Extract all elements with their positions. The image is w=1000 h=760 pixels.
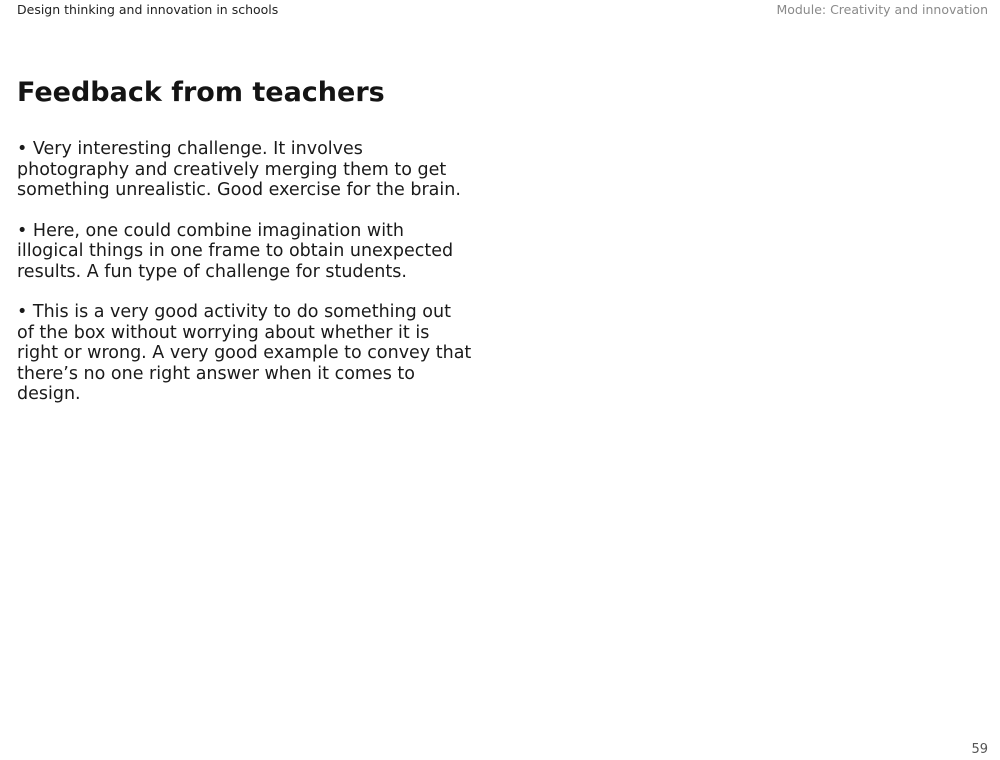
feedback-list [17,139,472,425]
course-title: Design thinking and innovation in schools [17,2,279,17]
feedback-text: This is a very good activity to do something out of the box without worrying about whether it is right or wrong. A very good example to convey that there’s no one right answer when it comes to design. [17,302,472,404]
page-title: Feedback from teachers [17,77,385,108]
bullet-icon: • [17,302,28,322]
feedback-item [17,221,472,283]
bullet-icon: • [17,139,28,159]
feedback-item [17,302,472,405]
feedback-text: Very interesting challenge. It involves photography and creatively merging them to get something unrealistic. Good exercise for the brain. [17,139,461,200]
feedback-text: Here, one could combine imagination with illogical things in one frame to obtain unexpected results. A fun type of challenge for students. [17,220,454,282]
feedback-item [17,139,472,201]
module-label: Module: Creativity and innovation [776,2,988,17]
bullet-icon: • [17,220,28,241]
page-number: 59 [971,742,988,757]
